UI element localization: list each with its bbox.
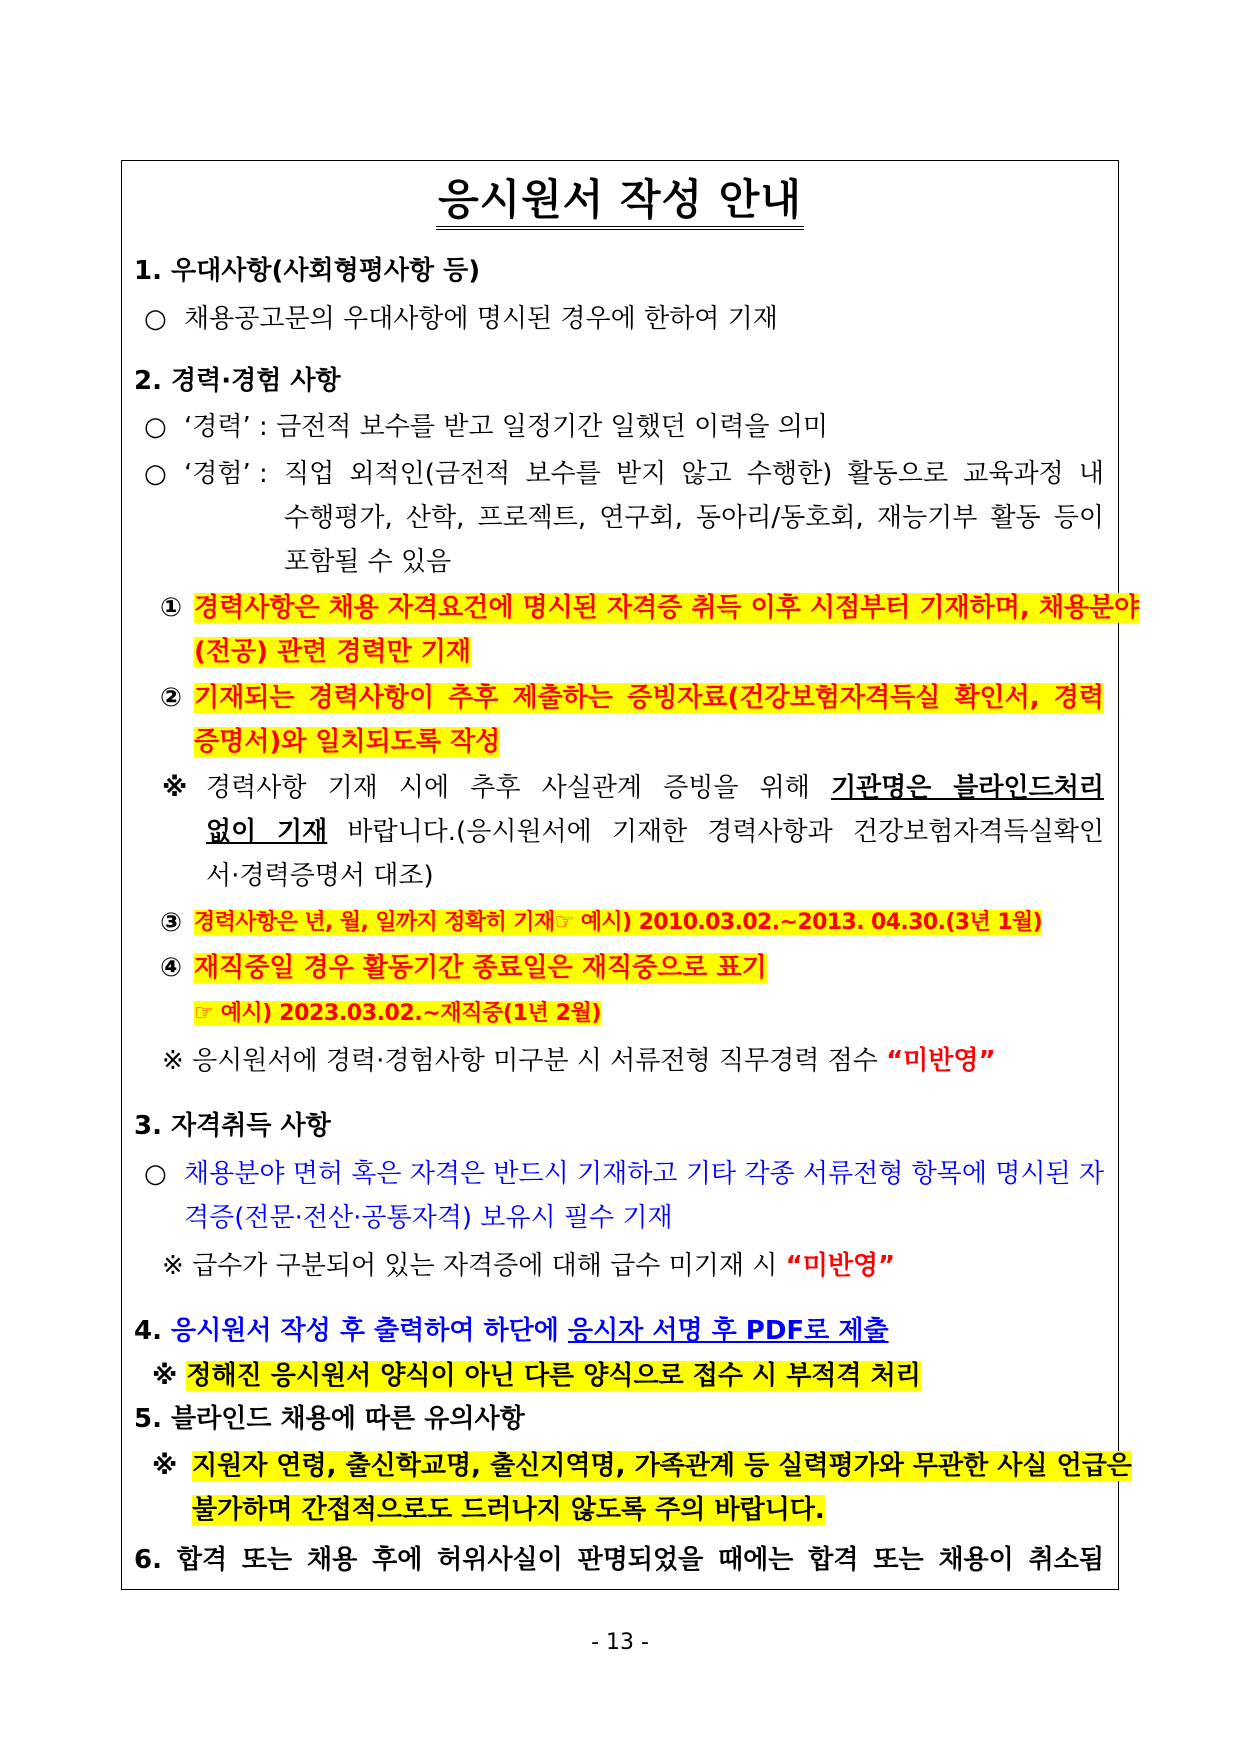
item-4-text: 재직중일 경우 활동기간 종료일은 재직중으로 표기 <box>194 953 767 983</box>
item-3-mark: ③ <box>160 908 183 938</box>
section-2-heading: 2. 경력·경험 사항 <box>134 366 341 396</box>
section-3-bullet: ○ <box>144 1159 167 1189</box>
note-line-2: 없이 기재 바랍니다.(응시원서에 기재한 경력사항과 건강보험자격득실확인 <box>206 817 1104 847</box>
note-2: ※ 응시원서에 경력·경험사항 미구분 시 서류전형 직무경력 점수 “미반영” <box>162 1046 996 1076</box>
section-4-heading: 4. 응시원서 작성 후 출력하여 하단에 응시자 서명 후 PDF로 제출 <box>134 1316 889 1346</box>
section-3-line-1: 채용분야 면허 혹은 자격은 반드시 기재하고 기타 각종 서류전형 항목에 명시된 자 <box>184 1159 1104 1189</box>
page-number: - 13 - <box>591 1630 649 1655</box>
section-3-note: ※ 급수가 구분되어 있는 자격증에 대해 급수 미기재 시 “미반영” <box>162 1251 896 1281</box>
experience-definition-line-1: 직업 외적인(금전적 보수를 받지 않고 수행한) 활동으로 교육과정 내 <box>284 459 1104 489</box>
item-2-line-1: 기재되는 경력사항이 추후 제출하는 증빙자료(건강보험자격득실 확인서, 경력 <box>194 683 1104 713</box>
section-6-heading: 6. 합격 또는 채용 후에 허위사실이 판명되었을 때에는 합격 또는 채용이 취소됨 <box>134 1545 1104 1575</box>
content-frame <box>121 160 1140 1590</box>
section-3-heading: 3. 자격취득 사항 <box>134 1111 331 1141</box>
note-line-3: 서·경력증명서 대조) <box>206 861 434 891</box>
career-definition: ○ ‘경력’ : 금전적 보수를 받고 일정기간 일했던 이력을 의미 <box>144 412 828 442</box>
section-5-line-1: 지원자 연령, 출신학교명, 출신지역명, 가족관계 등 실력평가와 무관한 사실 언급은 <box>192 1451 1132 1481</box>
section-3-line-2: 격증(전문·전산·공통자격) 보유시 필수 기재 <box>184 1203 673 1233</box>
circle-bullet: ○ <box>144 304 167 334</box>
section-1-heading: 1. 우대사항(사회형평사항 등) <box>134 256 481 286</box>
item-1-line-1: 경력사항은 채용 자격요건에 명시된 자격증 취득 이후 시점부터 기재하며, 채용분야 <box>194 593 1140 623</box>
item-1-line-2: (전공) 관련 경력만 기재 <box>194 637 471 667</box>
item-4-mark: ④ <box>160 953 183 983</box>
item-3-text: 경력사항은 년, 월, 일까지 정확히 기재☞ 예시) 2010.03.02.~2013. 04.30.(3년 1월) <box>194 910 1043 935</box>
page-title: 응시원서 작성 안내 <box>122 175 1118 230</box>
note-line-1: 경력사항 기재 시에 추후 사실관계 증빙을 위해 기관명은 블라인드처리 <box>206 773 1104 803</box>
item-2-mark: ② <box>160 683 183 713</box>
circle-bullet: ○ <box>144 412 167 442</box>
item-2-line-2: 증명서)와 일치되도록 작성 <box>194 727 501 757</box>
circle-bullet: ○ <box>144 459 167 489</box>
section-1-item: ○ 채용공고문의 우대사항에 명시된 경우에 한하여 기재 <box>144 304 778 334</box>
experience-definition-label: ○ ‘경험’ : <box>144 459 268 489</box>
section-5-line-2: 불가하며 간접적으로도 드러나지 않도록 주의 바랍니다. <box>192 1495 825 1525</box>
section-5-note-mark: ※ <box>152 1451 178 1481</box>
item-1-mark: ① <box>160 593 183 623</box>
section-4-note: ※ 정해진 응시원서 양식이 아닌 다른 양식으로 접수 시 부적격 처리 <box>152 1361 921 1391</box>
note-mark: ※ <box>162 773 188 803</box>
experience-definition-line-3: 포함될 수 있음 <box>284 547 452 577</box>
experience-definition-line-2: 수행평가, 산학, 프로젝트, 연구회, 동아리/동호회, 재능기부 활동 등이 <box>284 503 1104 533</box>
section-5-heading: 5. 블라인드 채용에 따른 유의사항 <box>134 1404 525 1434</box>
item-4-example: ☞ 예시) 2023.03.02.~재직중(1년 2월) <box>194 1001 602 1026</box>
